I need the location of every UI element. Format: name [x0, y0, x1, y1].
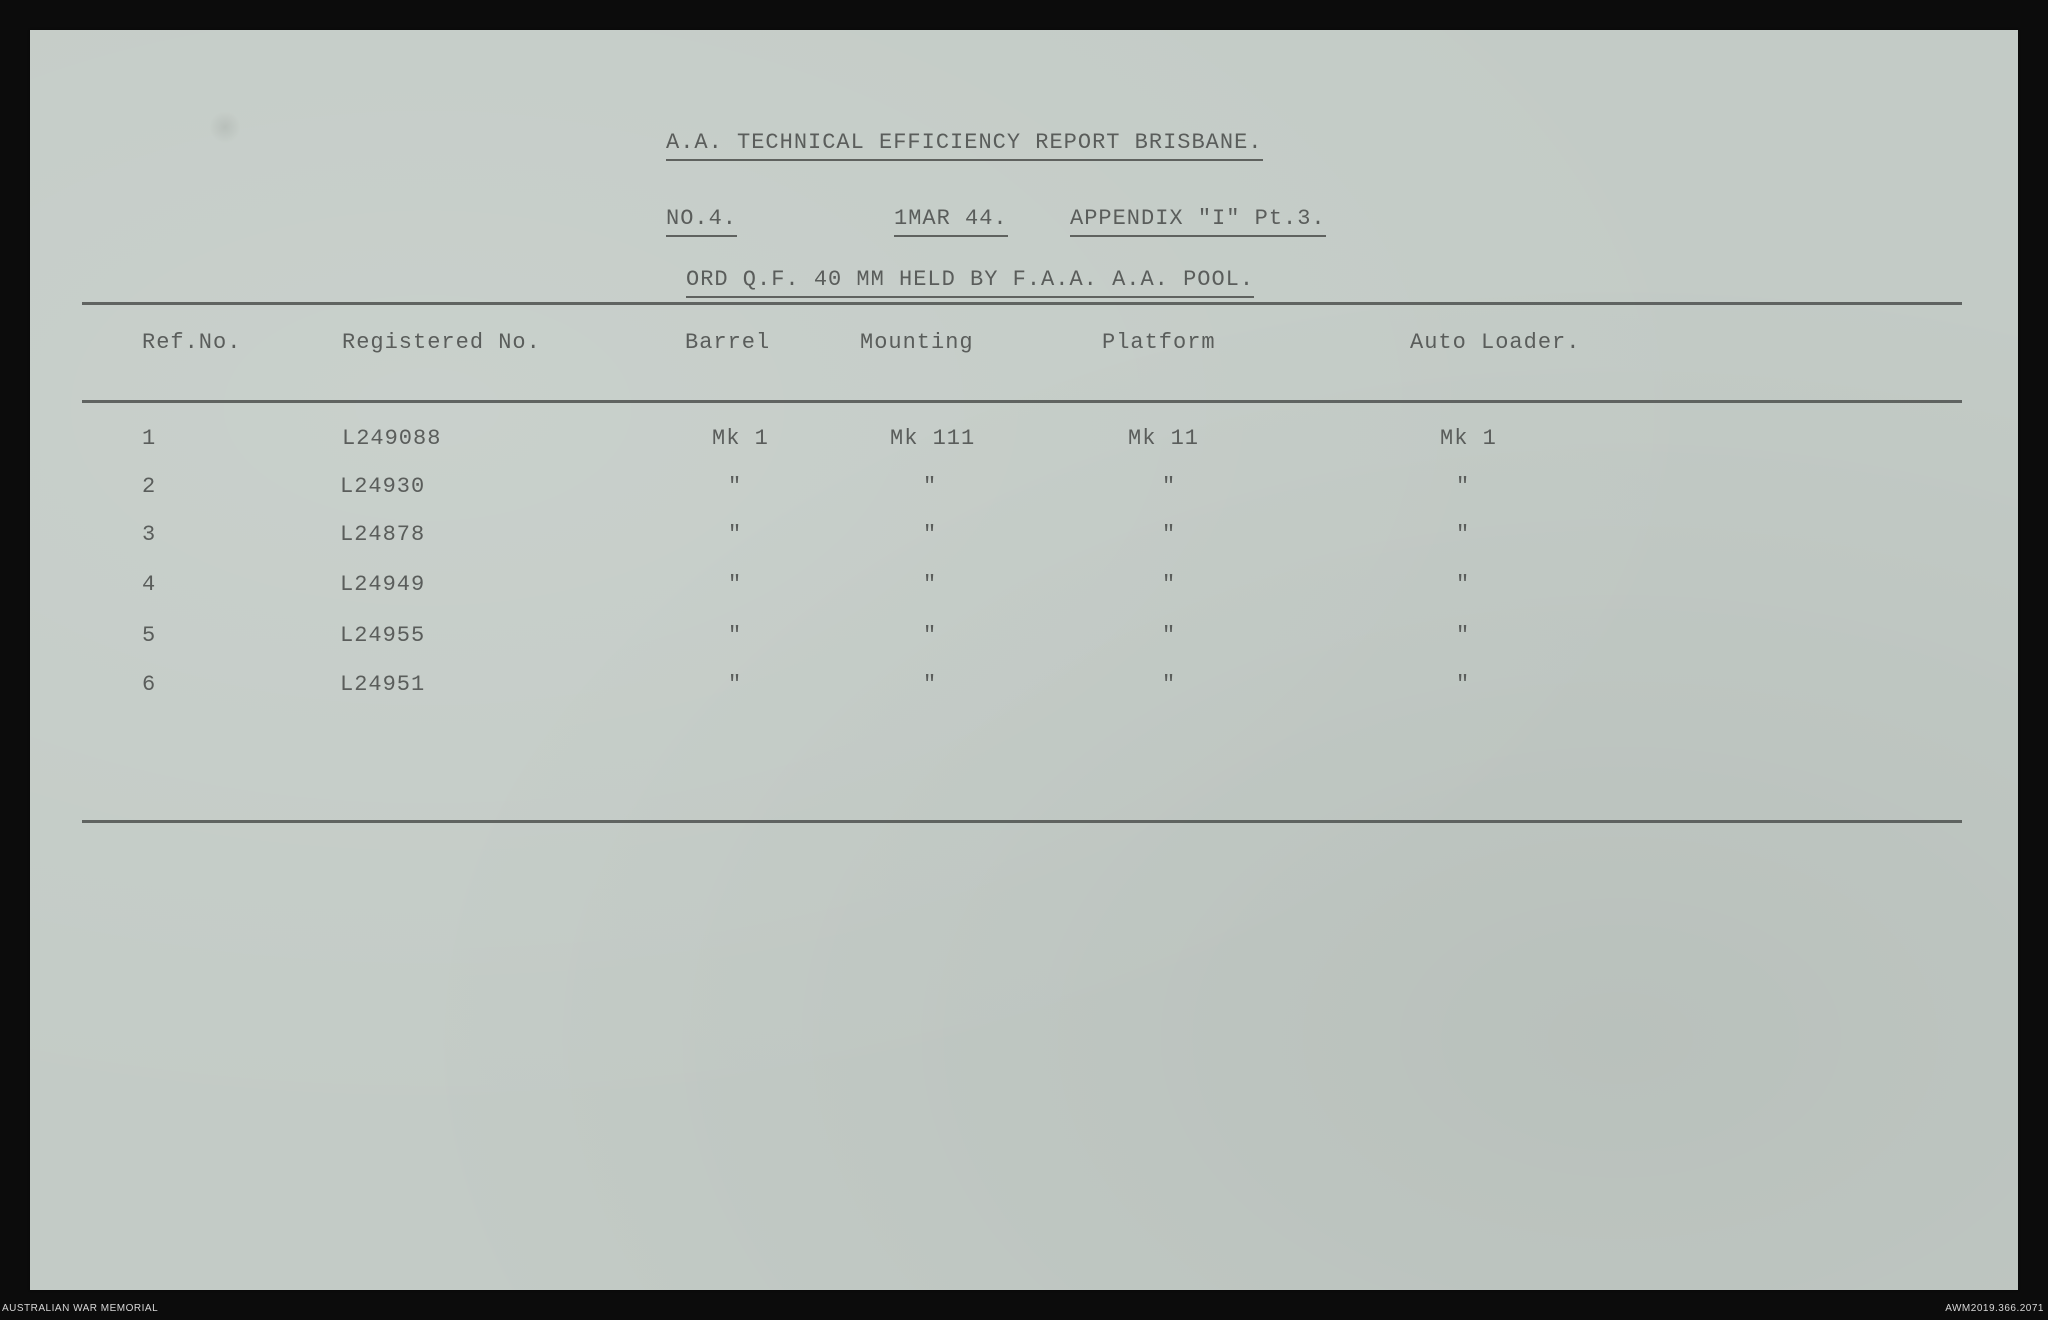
- footer-credit: AUSTRALIAN WAR MEMORIAL: [2, 1303, 159, 1314]
- cell-auto-loader: ": [1456, 672, 1471, 697]
- cell-barrel: ": [728, 474, 743, 499]
- table-header-row: [30, 330, 2018, 360]
- cell-registered-no: L24951: [340, 672, 426, 697]
- header-registered-no: Registered No.: [342, 330, 541, 355]
- cell-ref-no: 5: [142, 623, 157, 648]
- table-row: [30, 672, 2018, 702]
- cell-ref-no: 6: [142, 672, 157, 697]
- cell-barrel: ": [728, 522, 743, 547]
- table-row: [30, 623, 2018, 653]
- cell-platform: Mk 11: [1128, 426, 1200, 451]
- table-row: [30, 426, 2018, 456]
- cell-registered-no: L24949: [340, 572, 426, 597]
- cell-barrel: ": [728, 572, 743, 597]
- table-row: [30, 572, 2018, 602]
- cell-registered-no: L249088: [342, 426, 442, 451]
- table-row: [30, 474, 2018, 504]
- cell-auto-loader: ": [1456, 623, 1471, 648]
- header-ref-no: Ref.No.: [142, 330, 242, 355]
- header-mounting: Mounting: [860, 330, 974, 355]
- footer-accession-number: AWM2019.366.2071: [1945, 1303, 2044, 1314]
- cell-barrel: ": [728, 623, 743, 648]
- header-auto-loader: Auto Loader.: [1410, 330, 1581, 355]
- cell-platform: ": [1162, 623, 1177, 648]
- cell-mounting: ": [923, 572, 938, 597]
- cell-auto-loader: Mk 1: [1440, 426, 1497, 451]
- cell-ref-no: 4: [142, 572, 157, 597]
- cell-mounting: Mk 111: [890, 426, 976, 451]
- table-row: [30, 522, 2018, 552]
- cell-registered-no: L24878: [340, 522, 426, 547]
- cell-mounting: ": [923, 522, 938, 547]
- document-subtitle: ORD Q.F. 40 MM HELD BY F.A.A. A.A. POOL.: [686, 267, 1254, 298]
- cell-registered-no: L24930: [340, 474, 426, 499]
- report-number: NO.4.: [666, 206, 737, 237]
- cell-ref-no: 2: [142, 474, 157, 499]
- cell-ref-no: 3: [142, 522, 157, 547]
- table-header-rule: [82, 400, 1962, 403]
- document-title: A.A. TECHNICAL EFFICIENCY REPORT BRISBANE.: [666, 130, 1263, 161]
- cell-platform: ": [1162, 474, 1177, 499]
- table-top-rule: [82, 302, 1962, 305]
- report-date: 1MAR 44.: [894, 206, 1008, 237]
- cell-barrel: ": [728, 672, 743, 697]
- cell-mounting: ": [923, 623, 938, 648]
- cell-barrel: Mk 1: [712, 426, 769, 451]
- cell-platform: ": [1162, 522, 1177, 547]
- cell-mounting: ": [923, 474, 938, 499]
- cell-registered-no: L24955: [340, 623, 426, 648]
- document-sheet: [30, 30, 2018, 1290]
- cell-ref-no: 1: [142, 426, 157, 451]
- stain-mark: [210, 110, 240, 144]
- table-bottom-rule: [82, 820, 1962, 823]
- cell-auto-loader: ": [1456, 474, 1471, 499]
- cell-platform: ": [1162, 572, 1177, 597]
- header-barrel: Barrel: [685, 330, 771, 355]
- cell-platform: ": [1162, 672, 1177, 697]
- header-platform: Platform: [1102, 330, 1216, 355]
- cell-auto-loader: ": [1456, 572, 1471, 597]
- cell-mounting: ": [923, 672, 938, 697]
- appendix-ref: APPENDIX "I" Pt.3.: [1070, 206, 1326, 237]
- cell-auto-loader: ": [1456, 522, 1471, 547]
